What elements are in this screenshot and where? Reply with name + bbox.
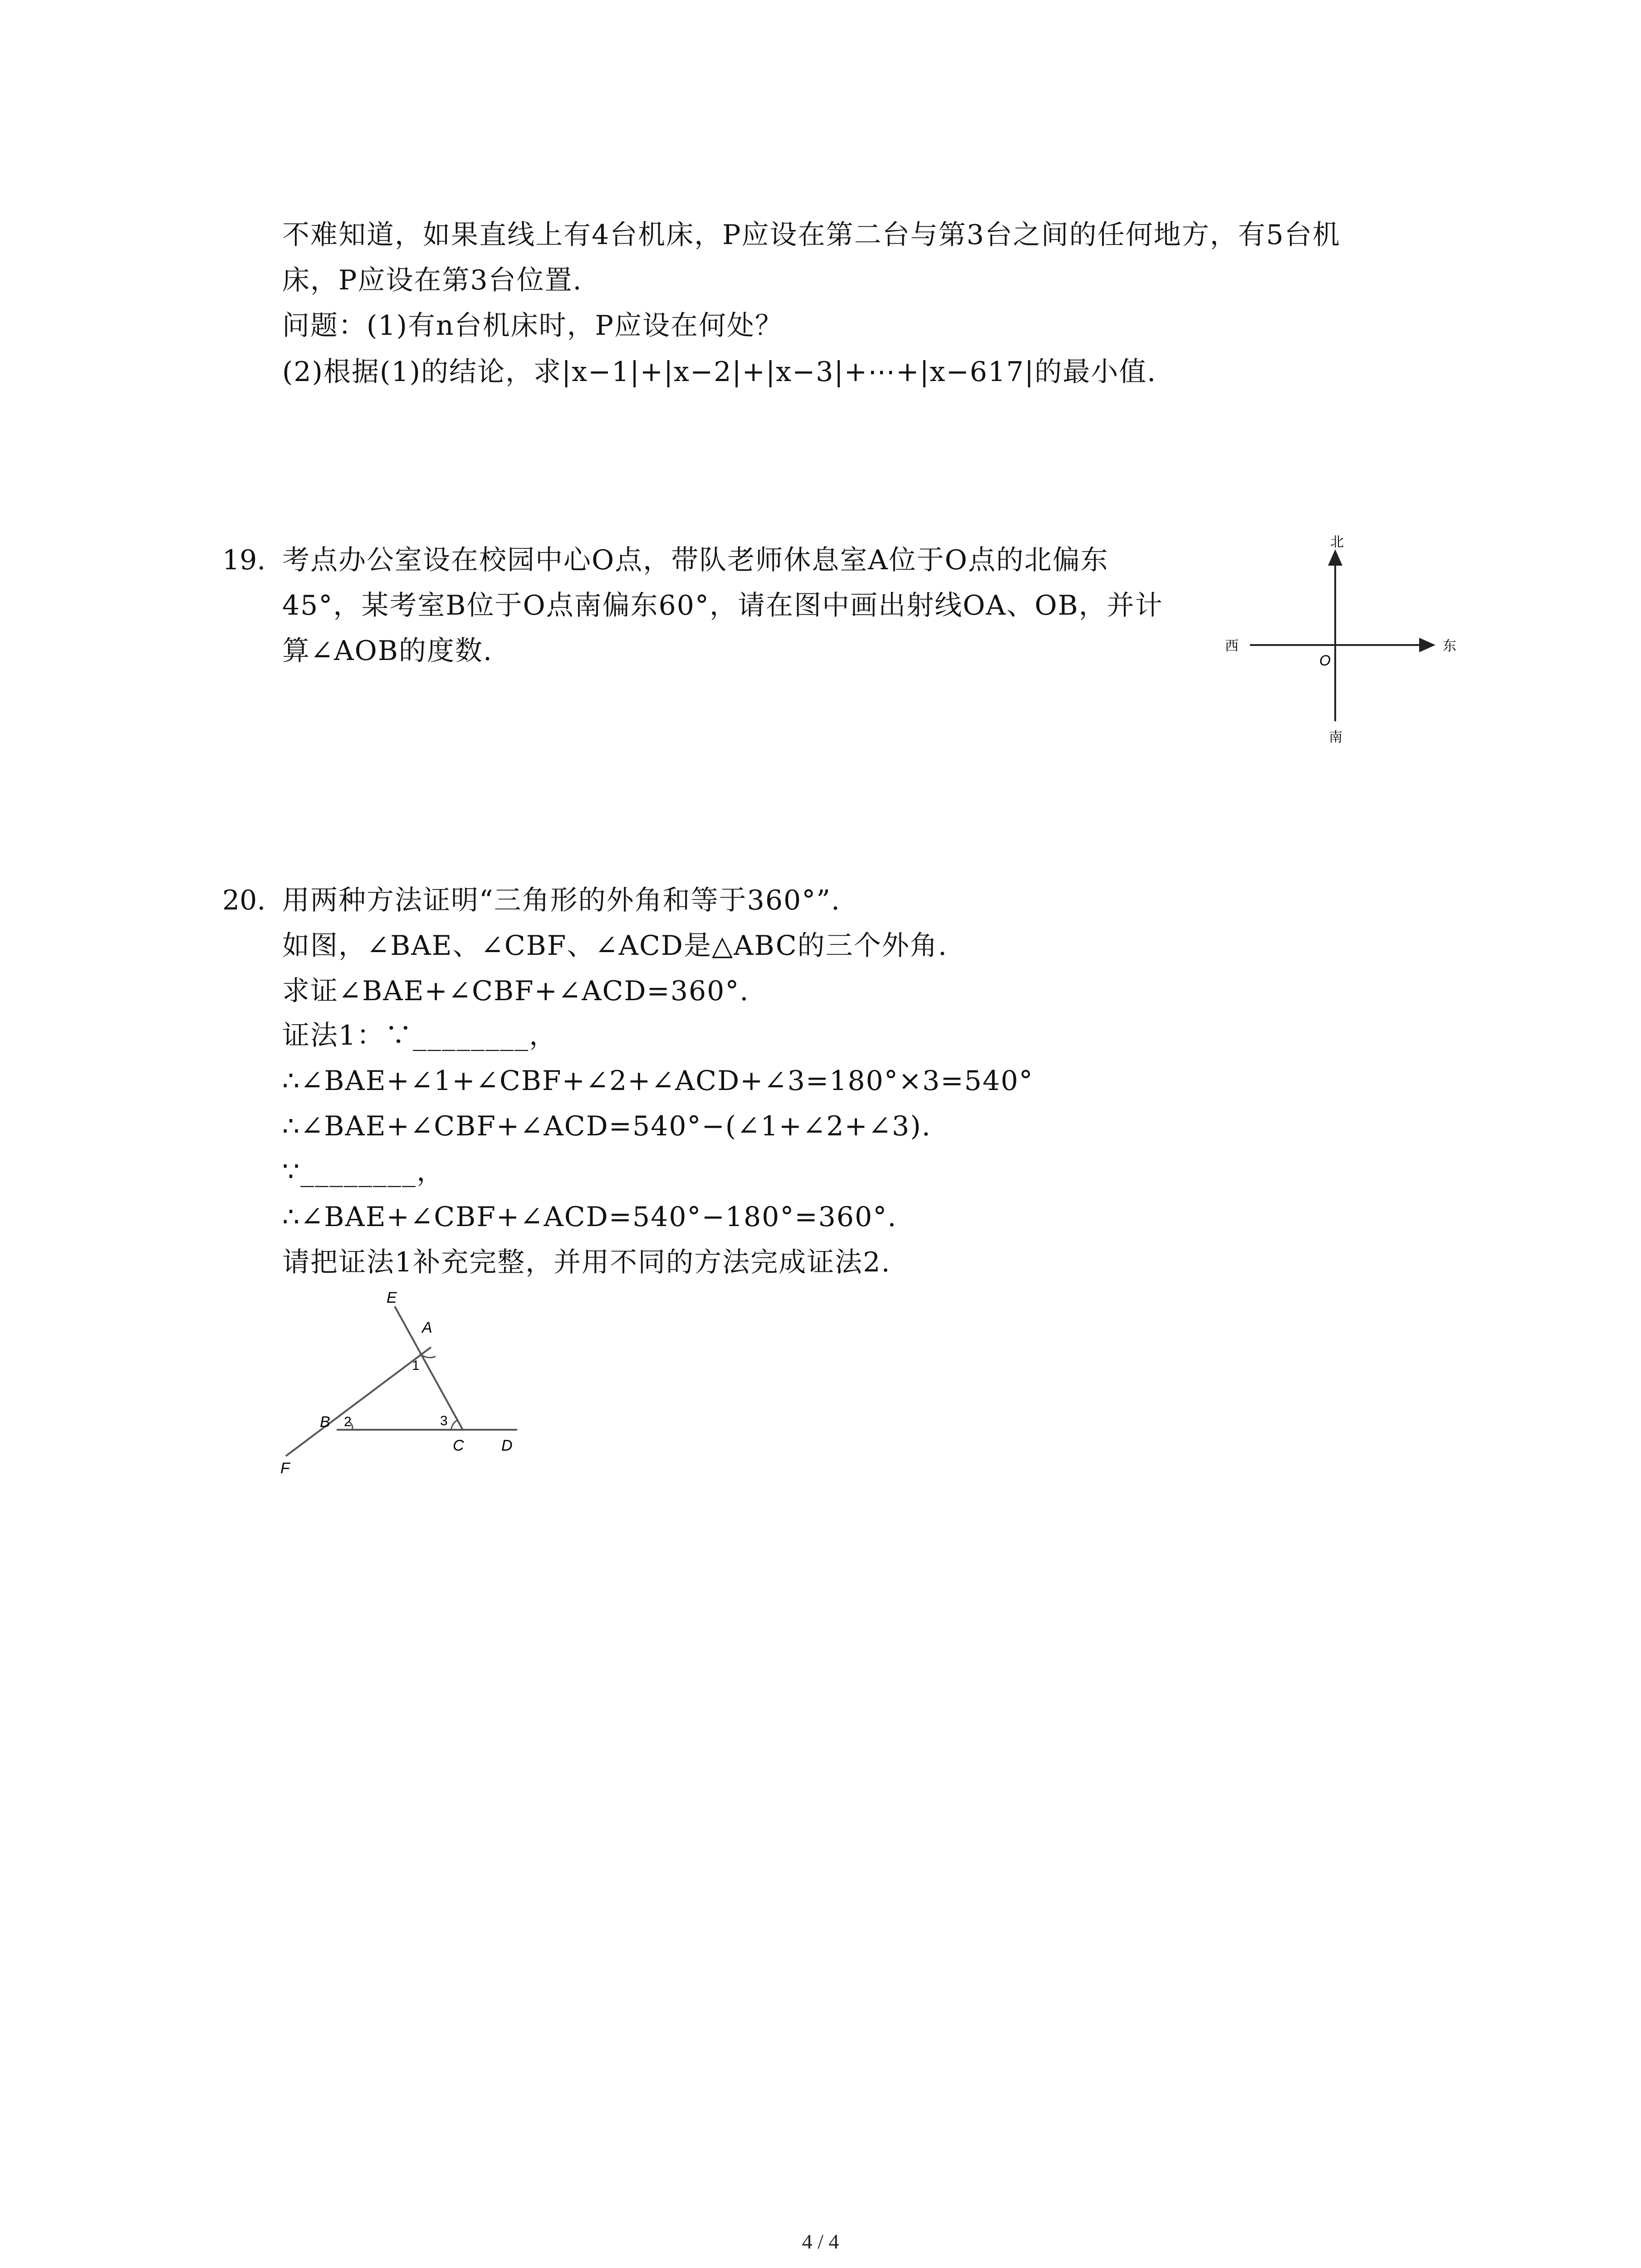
page-number: 4 / 4 [802,2230,839,2253]
text-line: 问题：(1)有n台机床时，P应设在何处？ [282,310,784,342]
text-line: ∴∠BAE+∠CBF+∠ACD=540°−180°=360°. [282,1201,897,1233]
north-label: 北 [1330,535,1344,550]
label-e: E [387,1289,397,1306]
label-2: 2 [344,1414,352,1429]
question-number: 19. [222,544,266,576]
south-label: 南 [1329,730,1342,745]
compass-figure [1216,526,1470,753]
east-label: 东 [1443,639,1456,654]
text-line: 算∠AOB的度数. [282,635,493,667]
label-1: 1 [412,1358,420,1373]
text-line: 不难知道，如果直线上有4台机床，P应设在第二台与第3台之间的任何地方，有5台机 [282,219,1341,251]
text-line: 床，P应设在第3台位置. [282,264,583,296]
text-line: 求证∠BAE+∠CBF+∠ACD=360°. [282,975,749,1007]
label-c: C [453,1437,464,1454]
text-line: 45°，某考室B位于O点南偏东60°，请在图中画出射线OA、OB，并计 [282,590,1163,621]
text-line: ∵________， [282,1156,445,1188]
origin-label: O [1319,652,1331,669]
label-3: 3 [440,1413,448,1428]
text-line: 请把证法1补充完整，并用不同的方法完成证法2. [282,1246,891,1278]
text-line: 证法1：∵________， [282,1020,558,1051]
label-a: A [422,1319,432,1336]
west-label: 西 [1225,639,1239,654]
text-line: ∴∠BAE+∠1+∠CBF+∠2+∠ACD+∠3=180°×3=540° [282,1065,1034,1097]
label-b: B [320,1413,330,1431]
text-line: 用两种方法证明“三角形的外角和等于360°”. [282,885,841,916]
question-number: 20. [222,885,266,916]
text-line: ∴∠BAE+∠CBF+∠ACD=540°−(∠1+∠2+∠3). [282,1110,931,1142]
line-a-b-f [286,1347,431,1456]
label-f: F [280,1460,290,1477]
label-d: D [501,1437,513,1454]
triangle-figure [268,1284,540,1483]
text-line: 如图，∠BAE、∠CBF、∠ACD是△ABC的三个外角. [282,930,948,962]
text-line: 考点办公室设在校园中心O点，带队老师休息室A位于O点的北偏东 [282,544,1109,576]
text-line: (2)根据(1)的结论，求|x−1|+|x−2|+|x−3|+⋯+|x−617|的最小值. [282,356,1157,388]
